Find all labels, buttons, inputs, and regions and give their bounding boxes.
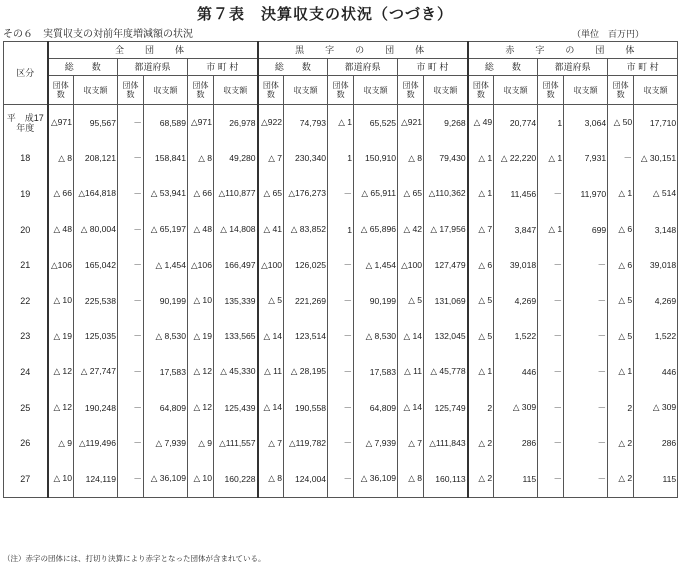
table-cell: △111,843 — [424, 425, 468, 461]
table-cell: 39,018 — [494, 247, 538, 283]
table-cell: 166,497 — [214, 247, 258, 283]
table-cell: △ 19 — [188, 319, 214, 355]
table-cell: △ 45,330 — [214, 354, 258, 390]
table-cell: 64,809 — [144, 390, 188, 426]
table-cell: △ 12 — [48, 354, 74, 390]
table-cell: △ 1 — [468, 176, 494, 212]
table-cell: △ 14 — [398, 319, 424, 355]
table-cell: 1,522 — [494, 319, 538, 355]
table-cell: △ 6 — [468, 247, 494, 283]
table-cell: － — [118, 425, 144, 461]
table-cell: △110,362 — [424, 176, 468, 212]
table-cell: △ 66 — [48, 176, 74, 212]
table-cell: △ 80,004 — [74, 212, 118, 248]
table-cell: 208,121 — [74, 141, 118, 177]
table-cell: 1,522 — [634, 319, 678, 355]
table-cell: △ 12 — [48, 390, 74, 426]
table-cell: △ 7 — [398, 425, 424, 461]
table-cell: 160,228 — [214, 461, 258, 497]
table-row — [4, 425, 678, 461]
table-cell: △106 — [48, 247, 74, 283]
subgroup-header: 都道府県 — [538, 59, 608, 76]
balance-table — [3, 41, 678, 498]
table-cell: － — [564, 319, 608, 355]
table-cell: － — [118, 247, 144, 283]
table-cell: 90,199 — [144, 283, 188, 319]
table-cell: 65,525 — [354, 105, 398, 141]
page-title: 第７表 決算収支の状況（つづき） — [196, 5, 453, 23]
table-cell: △ 17,956 — [424, 212, 468, 248]
table-cell: △ 10 — [188, 283, 214, 319]
table-cell: △ 6 — [608, 212, 634, 248]
table-cell: － — [564, 354, 608, 390]
table-cell: － — [538, 425, 564, 461]
column-header-count: 団体数 — [188, 76, 214, 105]
table-cell: 1 — [328, 141, 354, 177]
table-cell: 133,565 — [214, 319, 258, 355]
table-cell: △ 65,911 — [354, 176, 398, 212]
table-cell: 225,538 — [74, 283, 118, 319]
column-header-amount: 収支額 — [144, 76, 188, 105]
table-cell: － — [538, 354, 564, 390]
table-cell: △ 49 — [468, 105, 494, 141]
table-cell: △ 7 — [258, 425, 284, 461]
table-cell: － — [328, 354, 354, 390]
table-row — [4, 212, 678, 248]
table-cell: 11,456 — [494, 176, 538, 212]
table-cell: 2 — [608, 390, 634, 426]
table-cell: △119,782 — [284, 425, 328, 461]
table-cell: △ 1 — [538, 212, 564, 248]
table-cell: △ 1 — [468, 141, 494, 177]
table-cell: △106 — [188, 247, 214, 283]
table-row — [4, 176, 678, 212]
column-header-amount: 収支額 — [354, 76, 398, 105]
table-cell: 68,589 — [144, 105, 188, 141]
table-cell: － — [564, 247, 608, 283]
table-cell: 127,479 — [424, 247, 468, 283]
table-cell: 160,113 — [424, 461, 468, 497]
table-cell: △ 1,454 — [144, 247, 188, 283]
table-cell: － — [538, 176, 564, 212]
table-cell: 7,931 — [564, 141, 608, 177]
table-cell: 11,970 — [564, 176, 608, 212]
table-cell: 190,248 — [74, 390, 118, 426]
group-header-surplus: 黒 字 の 団 体 — [258, 42, 468, 59]
row-year-label: 22 — [4, 283, 48, 319]
table-cell: 132,045 — [424, 319, 468, 355]
table-cell: △ 27,747 — [74, 354, 118, 390]
table-cell: △ 66 — [188, 176, 214, 212]
table-cell: － — [538, 319, 564, 355]
table-cell: 9,268 — [424, 105, 468, 141]
row-year-label: 26 — [4, 425, 48, 461]
table-cell: 90,199 — [354, 283, 398, 319]
table-cell: － — [118, 461, 144, 497]
table-cell: 4,269 — [634, 283, 678, 319]
table-cell: － — [328, 283, 354, 319]
table-cell: － — [118, 283, 144, 319]
table-cell: 230,340 — [284, 141, 328, 177]
column-header-amount: 収支額 — [424, 76, 468, 105]
table-cell: △ 14 — [258, 319, 284, 355]
table-cell: △ 9 — [188, 425, 214, 461]
table-cell: 124,119 — [74, 461, 118, 497]
column-header-count: 団体数 — [118, 76, 144, 105]
table-cell: 17,710 — [634, 105, 678, 141]
table-cell: 286 — [634, 425, 678, 461]
table-cell: 131,069 — [424, 283, 468, 319]
table-cell: △ 12 — [188, 354, 214, 390]
table-cell: － — [118, 141, 144, 177]
table-cell: △971 — [48, 105, 74, 141]
table-cell: △ 11 — [258, 354, 284, 390]
table-cell: △ 309 — [634, 390, 678, 426]
table-cell: △ 65,896 — [354, 212, 398, 248]
table-cell: － — [118, 390, 144, 426]
table-cell: △ 19 — [48, 319, 74, 355]
subgroup-header: 市 町 村 — [608, 59, 678, 76]
table-cell: 135,339 — [214, 283, 258, 319]
column-header-count: 団体数 — [48, 76, 74, 105]
table-cell: △ 6 — [608, 247, 634, 283]
table-cell: △ 7 — [468, 212, 494, 248]
table-cell: △ 1 — [608, 176, 634, 212]
table-cell: 190,558 — [284, 390, 328, 426]
table-cell: － — [564, 390, 608, 426]
table-cell: － — [608, 141, 634, 177]
row-year-label: 18 — [4, 141, 48, 177]
table-cell: △ 30,151 — [634, 141, 678, 177]
table-cell: 699 — [564, 212, 608, 248]
table-cell: － — [328, 461, 354, 497]
table-cell: － — [118, 176, 144, 212]
table-cell: △ 8 — [398, 141, 424, 177]
table-cell: △ 7 — [258, 141, 284, 177]
table-cell: △ 22,220 — [494, 141, 538, 177]
table-cell: － — [328, 247, 354, 283]
table-cell: － — [328, 176, 354, 212]
table-row — [4, 283, 678, 319]
footnote: （注）赤字の団体には、打切り決算により赤字となった団体が含まれている。 — [3, 554, 266, 563]
table-cell: △100 — [258, 247, 284, 283]
group-header-all: 全 団 体 — [48, 42, 258, 59]
column-header-count: 団体数 — [608, 76, 634, 105]
table-cell: △ 5 — [398, 283, 424, 319]
table-cell: △ 10 — [188, 461, 214, 497]
table-cell: 446 — [634, 354, 678, 390]
table-cell: 39,018 — [634, 247, 678, 283]
table-cell: △ 65 — [258, 176, 284, 212]
table-cell: 2 — [468, 390, 494, 426]
table-cell: 125,749 — [424, 390, 468, 426]
table-cell: 126,025 — [284, 247, 328, 283]
subgroup-header: 総 数 — [48, 59, 118, 76]
table-cell: △ 12 — [188, 390, 214, 426]
table-row — [4, 390, 678, 426]
row-year-label: 21 — [4, 247, 48, 283]
table-row — [4, 319, 678, 355]
table-cell: △ 514 — [634, 176, 678, 212]
table-cell: △ 11 — [398, 354, 424, 390]
row-year-label: 20 — [4, 212, 48, 248]
table-cell: △ 8 — [258, 461, 284, 497]
row-label-header: 区分 — [4, 42, 48, 105]
table-cell: 79,430 — [424, 141, 468, 177]
table-cell: △ 5 — [468, 283, 494, 319]
table-cell: △922 — [258, 105, 284, 141]
row-year-label: 23 — [4, 319, 48, 355]
table-row — [4, 141, 678, 177]
table-cell: 1 — [328, 212, 354, 248]
table-row — [4, 105, 678, 141]
row-year-label: 19 — [4, 176, 48, 212]
table-cell: △ 36,109 — [354, 461, 398, 497]
table-cell: △ 53,941 — [144, 176, 188, 212]
table-cell: － — [564, 283, 608, 319]
table-cell: △ 5 — [608, 319, 634, 355]
table-cell: 74,793 — [284, 105, 328, 141]
table-cell: △ 10 — [48, 283, 74, 319]
table-cell: △ 2 — [468, 425, 494, 461]
group-header-deficit: 赤 字 の 団 体 — [468, 42, 678, 59]
table-cell: △ 5 — [468, 319, 494, 355]
column-header-amount: 収支額 — [634, 76, 678, 105]
table-cell: △ 14,808 — [214, 212, 258, 248]
table-cell: － — [118, 319, 144, 355]
table-cell: － — [538, 390, 564, 426]
table-cell: 20,774 — [494, 105, 538, 141]
table-cell: 165,042 — [74, 247, 118, 283]
unit-label: （単位 百万円） — [571, 30, 644, 40]
column-header-amount: 収支額 — [74, 76, 118, 105]
row-year-label: 24 — [4, 354, 48, 390]
column-header-count: 団体数 — [258, 76, 284, 105]
table-cell: 158,841 — [144, 141, 188, 177]
table-cell: － — [538, 461, 564, 497]
subgroup-header: 総 数 — [258, 59, 328, 76]
table-cell: △ 8 — [398, 461, 424, 497]
table-cell: △ 8,530 — [354, 319, 398, 355]
column-header-count: 団体数 — [538, 76, 564, 105]
table-cell: － — [328, 390, 354, 426]
table-cell: 125,035 — [74, 319, 118, 355]
table-cell: △ 1 — [328, 105, 354, 141]
table-cell: △164,818 — [74, 176, 118, 212]
table-cell: △ 309 — [494, 390, 538, 426]
table-cell: △ 1 — [608, 354, 634, 390]
table-cell: △ 48 — [188, 212, 214, 248]
table-cell: △ 7,939 — [144, 425, 188, 461]
table-row — [4, 247, 678, 283]
table-cell: 3,847 — [494, 212, 538, 248]
column-header-amount: 収支額 — [564, 76, 608, 105]
row-year-label: 25 — [4, 390, 48, 426]
table-cell: △ 14 — [258, 390, 284, 426]
table-cell: △110,877 — [214, 176, 258, 212]
table-cell: △ 8 — [48, 141, 74, 177]
row-year-label: 27 — [4, 461, 48, 497]
table-cell: － — [118, 354, 144, 390]
table-cell: △ 1,454 — [354, 247, 398, 283]
table-cell: △ 10 — [48, 461, 74, 497]
table-cell: 286 — [494, 425, 538, 461]
row-year-label: 平 成17年度 — [4, 105, 48, 141]
table-cell: 4,269 — [494, 283, 538, 319]
table-cell: 3,064 — [564, 105, 608, 141]
table-cell: 221,269 — [284, 283, 328, 319]
table-cell: △ 2 — [608, 461, 634, 497]
table-cell: △ 28,195 — [284, 354, 328, 390]
table-cell: △ 45,778 — [424, 354, 468, 390]
table-cell: △ 1 — [468, 354, 494, 390]
table-cell: － — [328, 425, 354, 461]
table-cell: 17,583 — [354, 354, 398, 390]
table-cell: 49,280 — [214, 141, 258, 177]
subgroup-header: 市 町 村 — [398, 59, 468, 76]
table-cell: △ 5 — [608, 283, 634, 319]
table-cell: 64,809 — [354, 390, 398, 426]
subgroup-header: 都道府県 — [118, 59, 188, 76]
table-cell: 3,148 — [634, 212, 678, 248]
table-cell: △ 14 — [398, 390, 424, 426]
table-cell: △176,273 — [284, 176, 328, 212]
table-cell: 1 — [538, 105, 564, 141]
table-cell: － — [328, 319, 354, 355]
table-cell: △971 — [188, 105, 214, 141]
table-cell: △ 5 — [258, 283, 284, 319]
table-cell: △921 — [398, 105, 424, 141]
table-cell: △ 7,939 — [354, 425, 398, 461]
subgroup-header: 都道府県 — [328, 59, 398, 76]
column-header-count: 団体数 — [328, 76, 354, 105]
table-cell: 95,567 — [74, 105, 118, 141]
table-cell: 150,910 — [354, 141, 398, 177]
subgroup-header: 総 数 — [468, 59, 538, 76]
table-cell: △ 48 — [48, 212, 74, 248]
table-row — [4, 461, 678, 497]
table-cell: － — [538, 283, 564, 319]
table-cell: △ 2 — [608, 425, 634, 461]
table-cell: △ 9 — [48, 425, 74, 461]
table-cell: 17,583 — [144, 354, 188, 390]
table-cell: △ 36,109 — [144, 461, 188, 497]
table-cell: △ 8 — [188, 141, 214, 177]
table-cell: 26,978 — [214, 105, 258, 141]
table-cell: △ 65 — [398, 176, 424, 212]
table-cell: 115 — [634, 461, 678, 497]
column-header-amount: 収支額 — [494, 76, 538, 105]
table-cell: － — [564, 425, 608, 461]
table-cell: △ 1 — [538, 141, 564, 177]
subgroup-header: 市 町 村 — [188, 59, 258, 76]
table-cell: △ 2 — [468, 461, 494, 497]
table-cell: △ 8,530 — [144, 319, 188, 355]
table-cell: 124,004 — [284, 461, 328, 497]
table-cell: △ 65,197 — [144, 212, 188, 248]
table-cell: △ 83,852 — [284, 212, 328, 248]
table-cell: △100 — [398, 247, 424, 283]
table-cell: △ 42 — [398, 212, 424, 248]
column-header-count: 団体数 — [398, 76, 424, 105]
table-cell: 123,514 — [284, 319, 328, 355]
table-cell: △ 41 — [258, 212, 284, 248]
table-row — [4, 354, 678, 390]
column-header-count: 団体数 — [468, 76, 494, 105]
table-cell: － — [118, 212, 144, 248]
table-cell: 125,439 — [214, 390, 258, 426]
table-cell: － — [564, 461, 608, 497]
table-cell: － — [538, 247, 564, 283]
table-cell: 115 — [494, 461, 538, 497]
column-header-amount: 収支額 — [284, 76, 328, 105]
column-header-amount: 収支額 — [214, 76, 258, 105]
table-cell: － — [118, 105, 144, 141]
table-cell: △111,557 — [214, 425, 258, 461]
table-cell: △119,496 — [74, 425, 118, 461]
table-cell: 446 — [494, 354, 538, 390]
table-cell: △ 50 — [608, 105, 634, 141]
table-subtitle: その６ 実質収支の対前年度増減額の状況 — [3, 29, 193, 40]
